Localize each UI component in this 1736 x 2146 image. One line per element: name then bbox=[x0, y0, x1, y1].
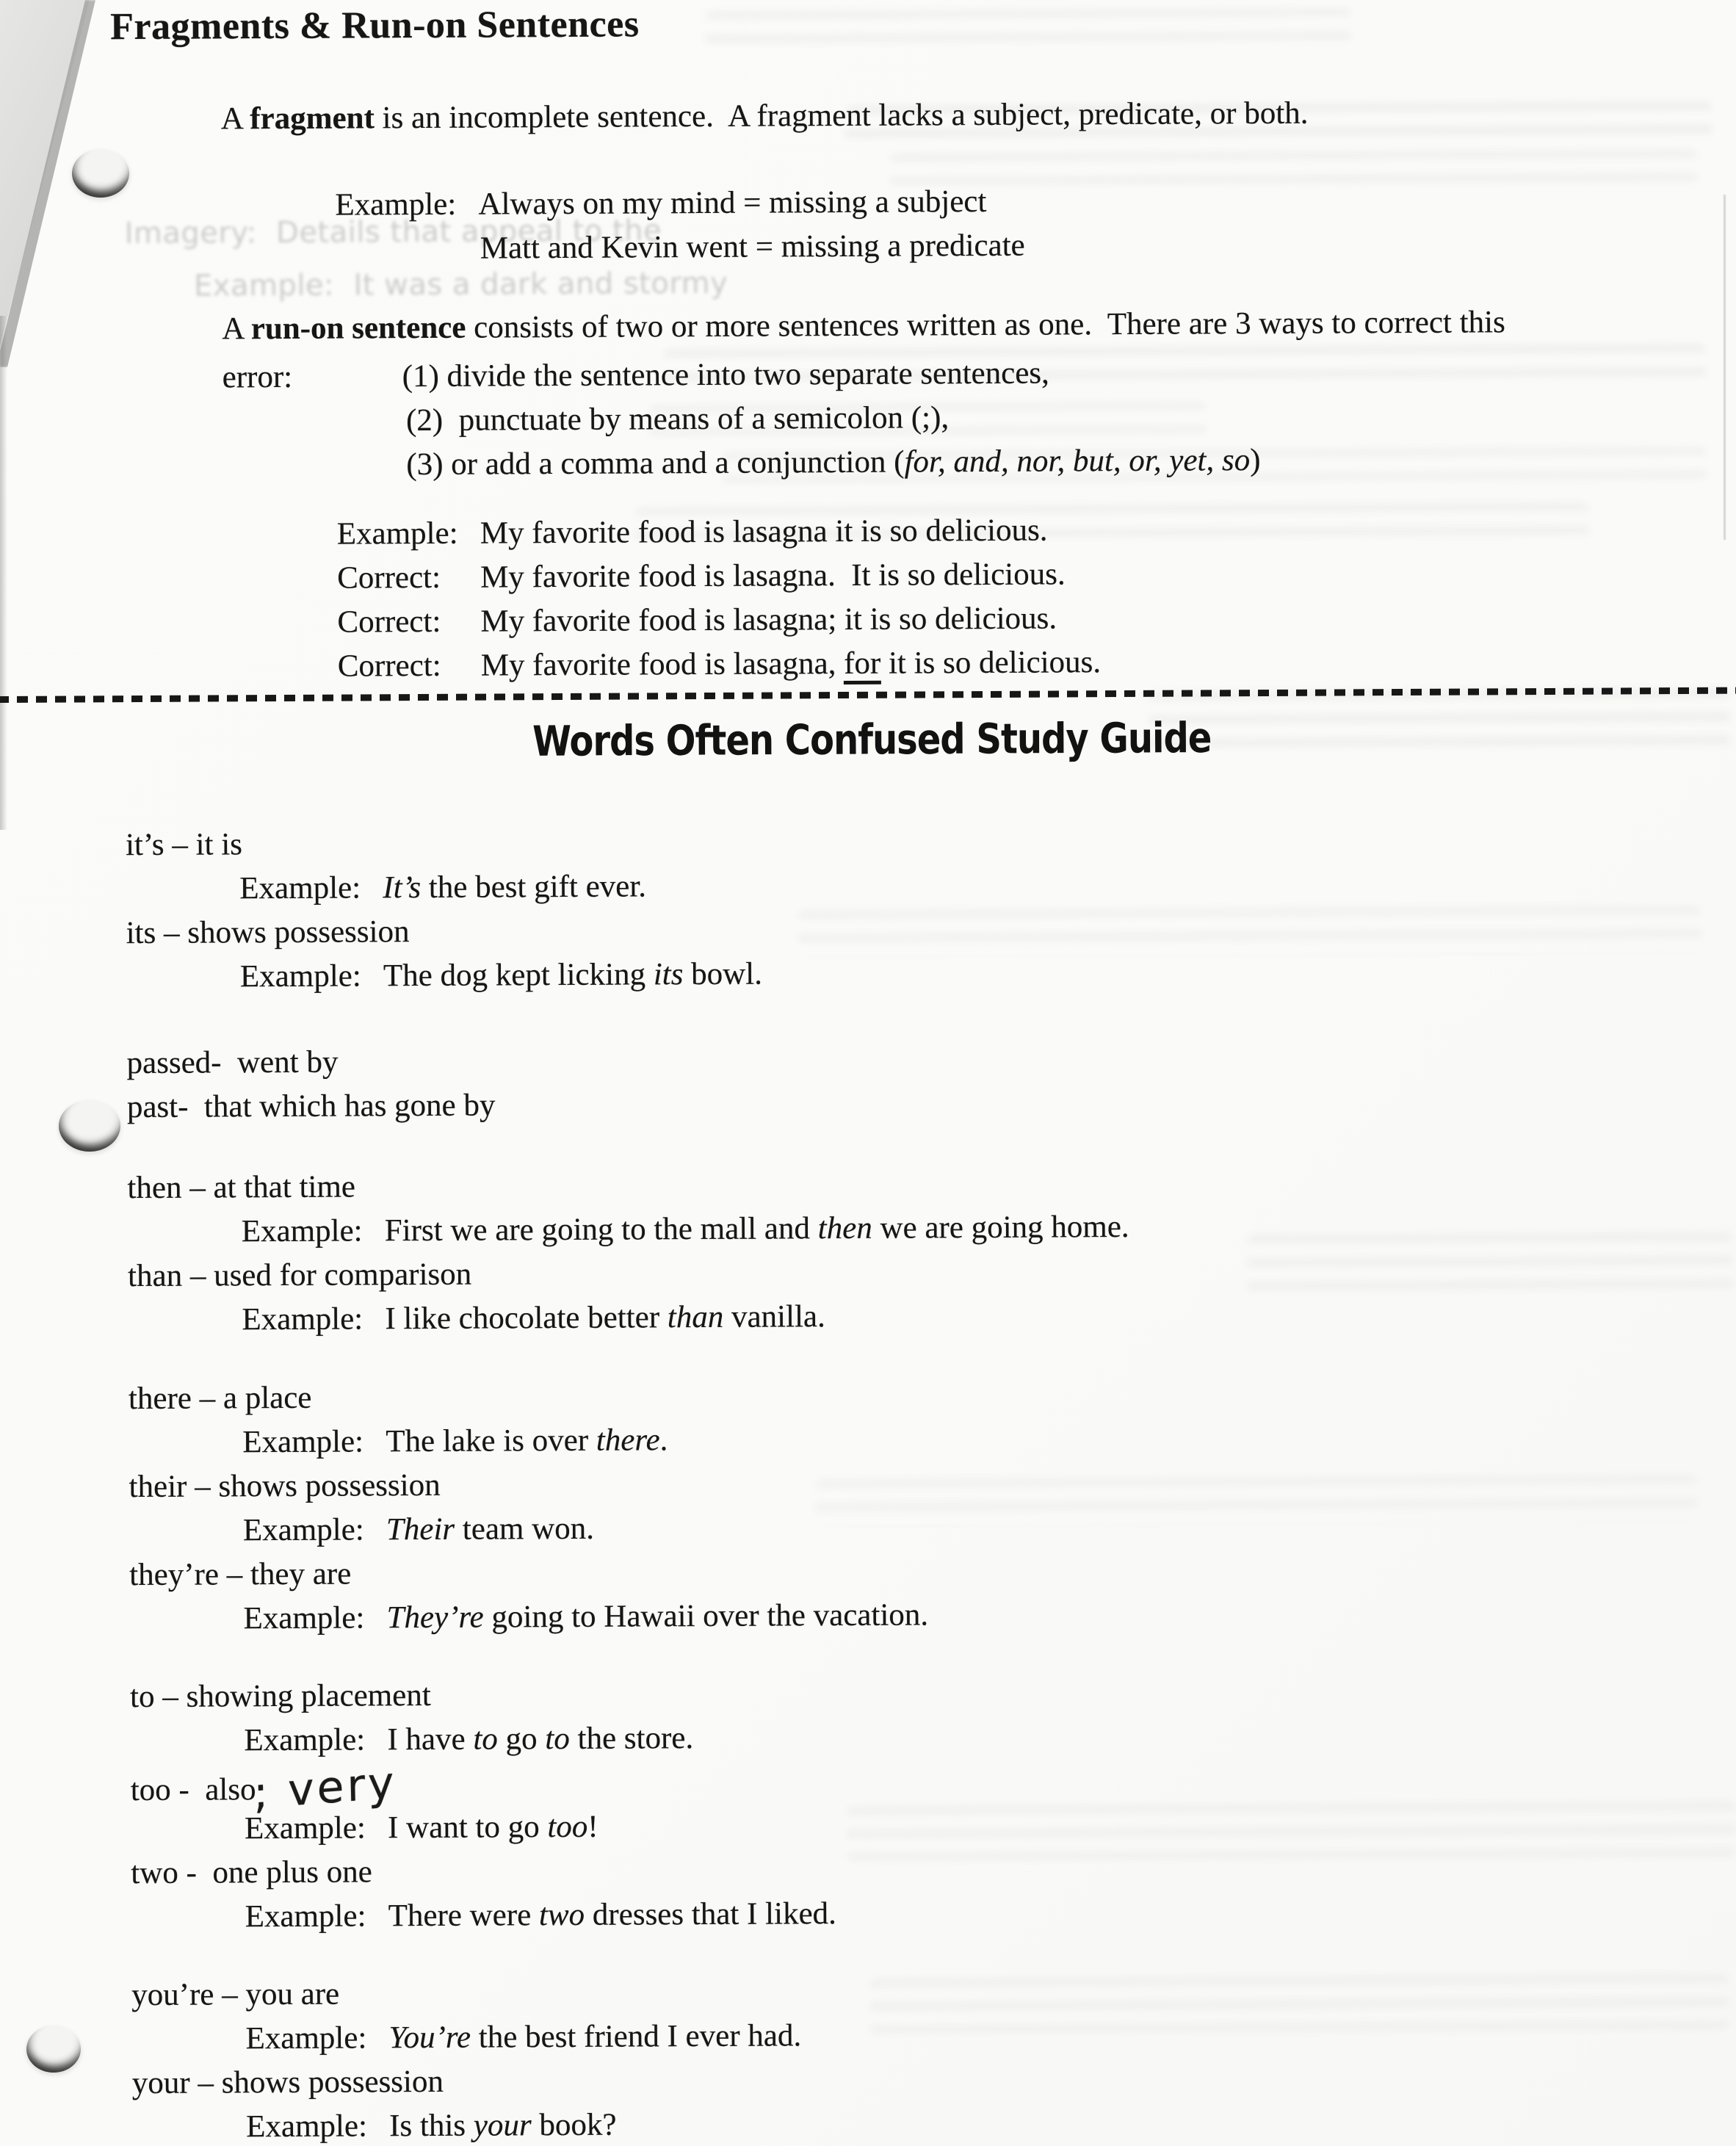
guide-example-you-re bbox=[245, 2009, 1644, 2061]
italic-word: your bbox=[473, 2108, 532, 2143]
guide-example-they-re bbox=[243, 1589, 1642, 1641]
italic-word: its bbox=[653, 957, 684, 992]
example-label: Example: bbox=[239, 870, 361, 906]
runon-fix-3-post: ) bbox=[1250, 443, 1261, 478]
guide-term-you-re: you’re – you are bbox=[131, 1976, 340, 2013]
italic-word: They’re bbox=[386, 1600, 484, 1636]
guide-heading bbox=[4, 711, 1736, 771]
page-title: Fragments & Run-on Sentences bbox=[110, 3, 640, 48]
fragment-example-1-text: Always on my mind = missing a subject bbox=[478, 184, 987, 222]
italic-word: there bbox=[596, 1423, 660, 1458]
runon-correct-1 bbox=[337, 549, 1736, 601]
guide-term-too bbox=[130, 1755, 1643, 1820]
runon-definition-text: A bbox=[222, 311, 251, 347]
example-label: Example: bbox=[336, 516, 458, 552]
italic-word: You’re bbox=[388, 2020, 471, 2056]
example-text: the best gift ever. bbox=[420, 869, 647, 906]
example-text: the best friend I ever had. bbox=[470, 2018, 802, 2055]
example-label: Example: bbox=[245, 2020, 367, 2056]
fragment-example-1 bbox=[335, 176, 1660, 227]
example-text: There were bbox=[388, 1898, 540, 1934]
guide-example-too bbox=[245, 1799, 1643, 1851]
example-text: The lake is over bbox=[386, 1423, 596, 1459]
runon-definition-rest: consists of two or more sentences written as one. There are 3 ways to correct this bbox=[466, 305, 1505, 345]
italic-word: It’s bbox=[383, 870, 422, 906]
runon-example bbox=[337, 505, 1736, 557]
guide-term-your: your – shows possession bbox=[131, 2064, 444, 2101]
fragment-definition bbox=[221, 90, 1660, 141]
italic-word: two bbox=[538, 1897, 585, 1933]
correct-label: Correct: bbox=[337, 560, 441, 596]
runon-correct-1-text: My favorite food is lasagna. It is so delicious. bbox=[480, 557, 1066, 595]
correct-label: Correct: bbox=[337, 648, 441, 684]
underlined-conjunction: for bbox=[844, 646, 880, 684]
bleed-through-smudge bbox=[705, 7, 1351, 55]
guide-example-than bbox=[242, 1290, 1641, 1342]
guide-example-two bbox=[245, 1887, 1644, 1939]
correct-label: Correct: bbox=[337, 604, 441, 640]
example-text: we are going home. bbox=[872, 1209, 1129, 1246]
guide-example-it-s bbox=[239, 859, 1638, 911]
example-label: Example: bbox=[241, 1213, 363, 1249]
italic-word: to bbox=[545, 1721, 570, 1757]
guide-term-past: past- that which has gone by bbox=[126, 1088, 496, 1125]
conjunction-list: for, and, nor, but, or, yet, so bbox=[904, 443, 1251, 480]
example-text: bowl. bbox=[683, 956, 763, 992]
fragment-section bbox=[221, 90, 1661, 272]
runon-fix-3 bbox=[406, 436, 1735, 487]
guide-term-than: than – used for comparison bbox=[127, 1257, 472, 1294]
bleed-through-line: Example: It was a dark and stormy bbox=[193, 266, 728, 303]
guide-term-their: their – shows possession bbox=[129, 1467, 441, 1505]
guide-term-to: to – showing placement bbox=[129, 1677, 431, 1715]
guide-term-then: then – at that time bbox=[127, 1169, 356, 1206]
guide-heading-text: Words Often Confused Study Guide bbox=[532, 714, 1212, 766]
example-label: Example: bbox=[246, 2109, 368, 2145]
runon-example-text: My favorite food is lasagna it is so delicious. bbox=[480, 513, 1048, 551]
guide-term-two: two - one plus one bbox=[131, 1854, 372, 1891]
guide-example-to bbox=[244, 1711, 1643, 1763]
guide-example-their bbox=[243, 1501, 1642, 1553]
example-text: going to Hawaii over the vacation. bbox=[483, 1597, 929, 1635]
italic-word: to bbox=[473, 1722, 498, 1757]
guide-term-there: there – a place bbox=[128, 1380, 312, 1417]
example-text: First we are going to the mall and bbox=[384, 1211, 818, 1249]
fragment-keyword: fragment bbox=[250, 101, 375, 137]
example-label: Example: bbox=[242, 1512, 364, 1548]
example-text: vanilla. bbox=[723, 1299, 825, 1334]
example-label: Example: bbox=[244, 1810, 366, 1846]
runon-section bbox=[222, 300, 1736, 690]
example-text: go bbox=[497, 1722, 546, 1757]
italic-word: Their bbox=[386, 1511, 455, 1547]
example-label: Example: bbox=[242, 1301, 364, 1337]
fragment-example-2 bbox=[480, 220, 1661, 270]
example-text: I have bbox=[387, 1722, 474, 1757]
guide-example-there bbox=[242, 1413, 1641, 1464]
guide-term-they-re: they’re – they are bbox=[129, 1556, 352, 1593]
example-text: I want to go bbox=[387, 1810, 548, 1846]
example-text: dresses that I liked. bbox=[584, 1896, 836, 1932]
handwritten-annotation: ; very bbox=[253, 1757, 397, 1820]
runon-correct-3-pre: My favorite food is lasagna, bbox=[480, 646, 845, 683]
example-text: Is this bbox=[389, 2108, 474, 2144]
runon-fix-2: (2) punctuate by means of a semicolon (;), bbox=[405, 400, 950, 438]
runon-fix-3-pre: (3) or add a comma and a conjunction ( bbox=[406, 444, 905, 483]
fragment-definition-rest: is an incomplete sentence. A fragment lacks a subject, predicate, or both. bbox=[374, 95, 1309, 136]
guide-term-too-text: too - also bbox=[130, 1772, 256, 1808]
example-text: ! bbox=[587, 1809, 598, 1844]
example-label: Example: bbox=[245, 1898, 366, 1934]
example-text: I like chocolate better bbox=[385, 1300, 668, 1337]
guide-term-its: its – shows possession bbox=[126, 914, 410, 951]
example-text: . bbox=[659, 1423, 668, 1458]
guide-example-your bbox=[246, 2098, 1645, 2146]
fragment-definition-text: A bbox=[220, 101, 250, 137]
runon-keyword: run-on sentence bbox=[250, 310, 466, 347]
example-label: Example: bbox=[244, 1722, 366, 1758]
example-label: Example: bbox=[239, 958, 361, 994]
bleed-through-line: Imagery: Details that appeal to the bbox=[124, 214, 662, 251]
example-text: the store. bbox=[569, 1721, 694, 1756]
guide-term-it-s: it’s – it is bbox=[125, 827, 243, 863]
fragment-example-2-text: Matt and Kevin went = missing a predicate bbox=[480, 228, 1025, 266]
runon-fix-1-text: (1) divide the sentence into two separate sentences, bbox=[402, 355, 1049, 394]
runon-correct-3 bbox=[338, 637, 1736, 689]
italic-word: too bbox=[547, 1809, 588, 1845]
example-text: book? bbox=[531, 2107, 617, 2143]
example-text: team won. bbox=[454, 1511, 595, 1547]
runon-definition bbox=[222, 300, 1735, 352]
guide-term-passed: passed- went by bbox=[126, 1044, 339, 1081]
runon-correct-2 bbox=[337, 593, 1736, 645]
example-text: The dog kept licking bbox=[383, 957, 654, 994]
italic-word: then bbox=[817, 1210, 872, 1246]
example-label: Example: bbox=[242, 1424, 364, 1460]
runon-correct-2-text: My favorite food is lasagna; it is so delicious. bbox=[480, 601, 1057, 639]
runon-fix-1 bbox=[223, 348, 1735, 400]
error-label: error: bbox=[222, 359, 293, 395]
runon-correct-3-post: it is so delicious. bbox=[880, 645, 1102, 681]
guide-example-then bbox=[242, 1202, 1641, 1254]
guide-example-its bbox=[240, 947, 1639, 999]
study-guide-section bbox=[126, 815, 1645, 2146]
italic-word: than bbox=[667, 1299, 724, 1335]
example-label: Example: bbox=[243, 1600, 365, 1636]
example-label: Example: bbox=[335, 187, 457, 223]
